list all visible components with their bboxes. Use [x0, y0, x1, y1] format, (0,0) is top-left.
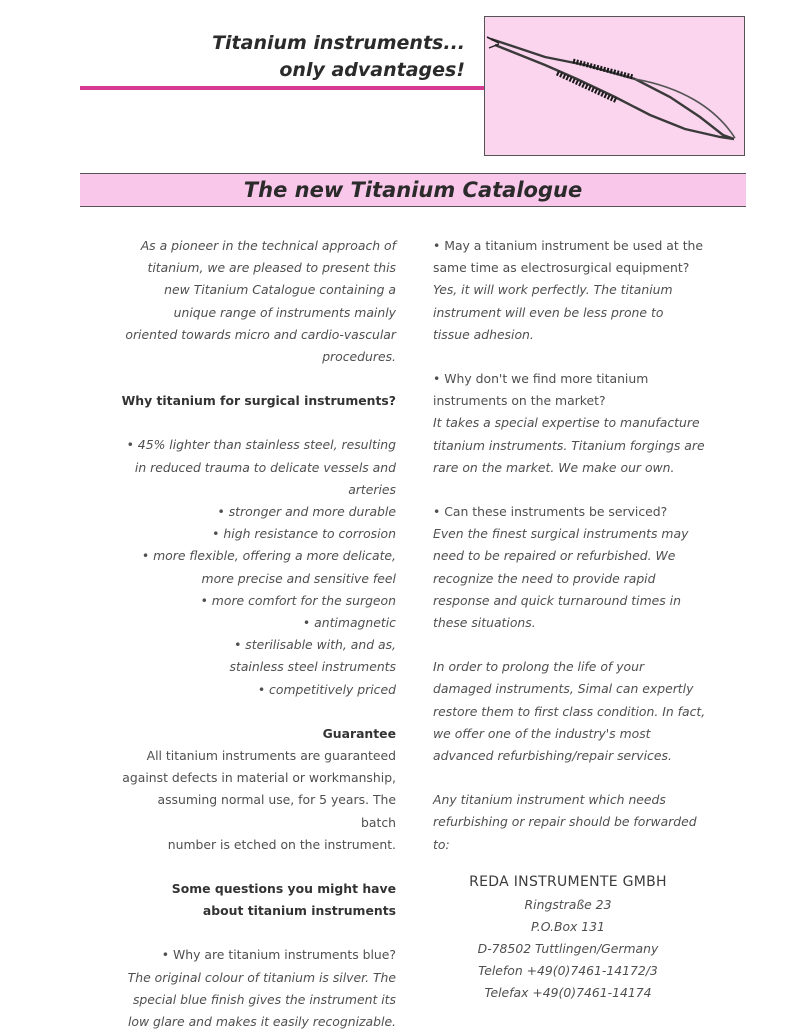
needle-holder-icon	[485, 17, 744, 155]
header-title-line1: Titanium instruments...	[212, 32, 465, 54]
question: • Can these instruments be serviced?	[433, 504, 668, 520]
address-city: D-78502 Tuttlingen/Germany	[477, 941, 659, 956]
answer-line: instrument will even be less prone to	[433, 304, 664, 320]
why-bullet: • more comfort for the surgeon	[200, 592, 396, 608]
header-divider	[80, 86, 485, 90]
question: • Why are titanium instruments blue?	[161, 947, 396, 963]
answer-line: these situations.	[433, 615, 536, 631]
answer-line: tissue adhesion.	[433, 326, 534, 342]
paragraph-line: to:	[433, 836, 450, 852]
answer-line: Yes, it will work perfectly. The titanium	[433, 282, 673, 298]
paragraph-line: advanced refurbishing/repair services.	[433, 748, 672, 764]
address-fax: Telefax +49(0)7461-14174	[484, 985, 652, 1000]
why-bullet: stainless steel instruments	[229, 659, 396, 675]
catalogue-banner	[80, 173, 746, 207]
answer-line: Even the finest surgical instruments may	[433, 526, 689, 542]
why-heading: Why titanium for surgical instruments?	[121, 393, 396, 409]
why-bullet: • stronger and more durable	[217, 504, 396, 520]
company-name: REDA INSTRUMENTE GMBH	[469, 874, 667, 890]
paragraph-line: Any titanium instrument which needs	[433, 792, 666, 808]
paragraph-line: we offer one of the industry's most	[433, 725, 651, 741]
answer-line: recognize the need to provide rapid	[433, 570, 656, 586]
intro-line: oriented towards micro and cardio-vascular	[125, 326, 396, 342]
guarantee-heading: Guarantee	[322, 725, 396, 741]
banner-title: The new Titanium Catalogue	[243, 178, 583, 202]
guarantee-line: against defects in material or workmanship,	[122, 770, 396, 786]
intro-line: As a pioneer in the technical approach of	[140, 238, 396, 253]
why-bullet: • antimagnetic	[302, 615, 396, 631]
why-bullet: in reduced trauma to delicate vessels and	[134, 459, 396, 475]
guarantee-line: All titanium instruments are guaranteed	[146, 748, 396, 764]
answer-line: need to be repaired or refurbished. We	[433, 548, 676, 564]
paragraph-line: In order to prolong the life of your	[433, 659, 645, 675]
address-phone: Telefon +49(0)7461-14172/3	[478, 963, 658, 978]
why-bullet: • competitively priced	[257, 681, 396, 697]
answer-line: low glare and makes it easily recognizable.	[127, 1014, 396, 1030]
left-column	[120, 235, 396, 1033]
product-image	[484, 16, 745, 156]
intro-line: new Titanium Catalogue containing a	[164, 282, 396, 298]
company-address	[430, 870, 706, 1004]
why-bullet: arteries	[348, 481, 396, 497]
answer-line: It takes a special expertise to manufacture	[433, 415, 700, 431]
intro-line: titanium, we are pleased to present this	[147, 260, 396, 276]
answer-line: special blue finish gives the instrument its	[132, 991, 396, 1007]
header-title	[212, 30, 465, 84]
guarantee-line: assuming normal use, for 5 years. The batch	[157, 792, 396, 830]
questions-heading: about titanium instruments	[202, 903, 396, 919]
intro-line: procedures.	[322, 349, 396, 365]
address-pobox: P.O.Box 131	[531, 919, 605, 934]
answer-line: rare on the market. We make our own.	[433, 459, 675, 475]
answer-line: titanium instruments. Titanium forgings are	[433, 437, 705, 453]
paragraph-line: refurbishing or repair should be forwarded	[433, 814, 697, 830]
why-bullet: • 45% lighter than stainless steel, resulting	[126, 437, 396, 453]
paragraph-line: restore them to first class condition. In fact,	[433, 703, 706, 719]
right-column	[433, 235, 733, 856]
question: same time as electrosurgical equipment?	[433, 260, 690, 276]
question: • May a titanium instrument be used at the	[433, 238, 704, 253]
question: • Why don't we find more titanium	[433, 371, 649, 387]
answer-line: The original colour of titanium is silver. The	[127, 969, 396, 985]
guarantee-line: number is etched on the instrument.	[167, 836, 396, 852]
intro-line: unique range of instruments mainly	[173, 304, 396, 320]
why-bullet: more precise and sensitive feel	[201, 570, 396, 586]
questions-heading: Some questions you might have	[171, 881, 396, 897]
why-bullet: • more flexible, offering a more delicate,	[141, 548, 396, 564]
header-title-line2: only advantages!	[279, 59, 465, 81]
question: instruments on the market?	[433, 393, 606, 409]
why-bullet: • sterilisable with, and as,	[234, 637, 396, 653]
paragraph-line: damaged instruments, Simal can expertly	[433, 681, 694, 697]
why-bullet: • high resistance to corrosion	[212, 526, 396, 542]
answer-line: response and quick turnaround times in	[433, 592, 681, 608]
address-street: Ringstraße 23	[524, 897, 612, 912]
